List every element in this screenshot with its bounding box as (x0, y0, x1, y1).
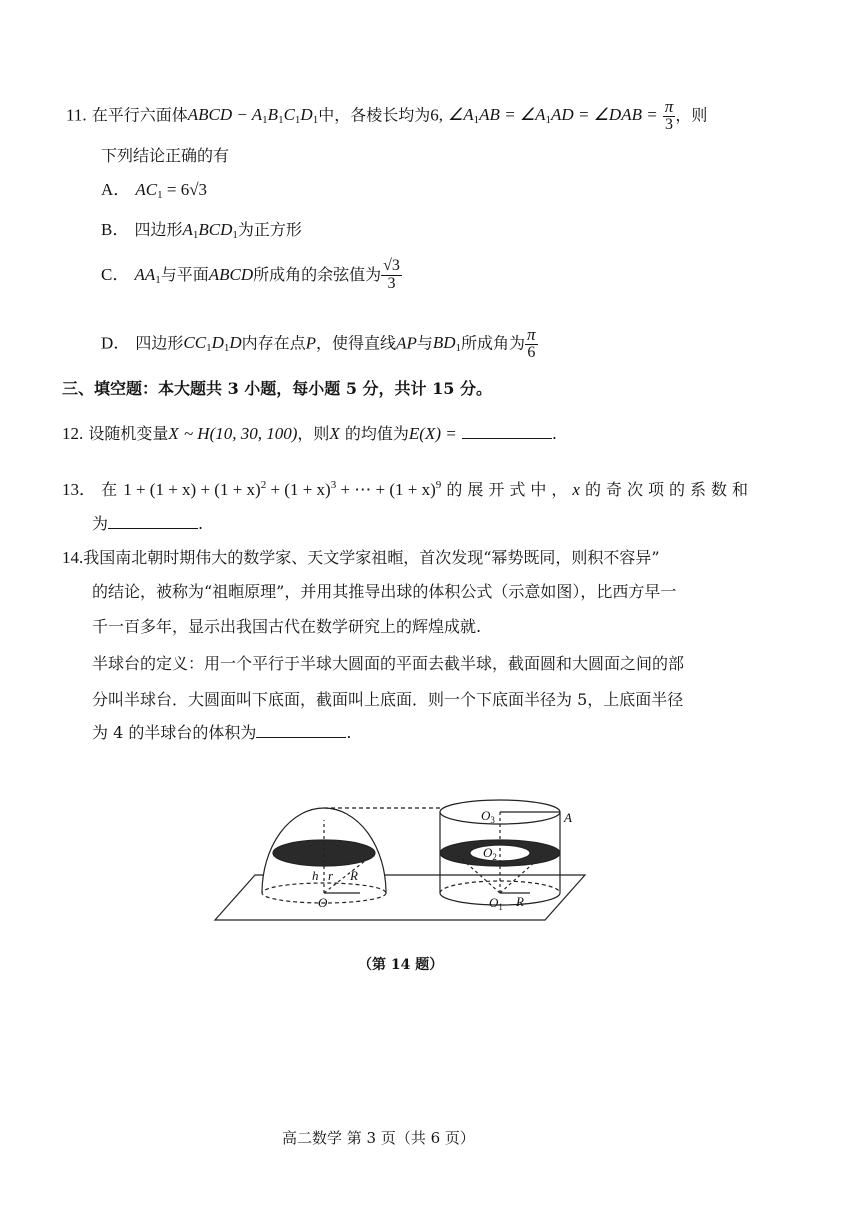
section-3-title: 三、填空题：本大题共 3 小题，每小题 5 分，共计 15 分。 (62, 379, 492, 398)
q13-answer-blank[interactable] (108, 514, 198, 529)
q11-intro: 在平行六面体 (91, 105, 188, 125)
q11-option-c: C． $AA_1$与平面ABCD所成角的余弦值为 $\frac{√3}{3}$ (101, 257, 400, 292)
q12-answer-blank[interactable] (462, 424, 552, 439)
q11-c-fraction: $\frac{√3}{3}$ (383, 257, 400, 292)
q11-option-b: B． 四边形$A_1BCD_1$为正方形 (101, 220, 302, 241)
label-r: r (328, 868, 334, 883)
q11-solid-name: ABCD − $A_1B_1C_1D_1$ (187, 105, 319, 127)
q13-line1: 13． 在 $1 + (1 + x) + (1 + x)^2 + (1 + x)^3$ + ⋯ + $(1 + x)^9$ 的展开式中，x 的奇次项的系数和 (62, 479, 754, 499)
q14-line4: 半球台的定义：用一个平行于半球大圆面的平面去截半球，截面圆和大圆面之间的部 (92, 654, 685, 673)
q14-line3: 千一百多年，显示出我国古代在数学研究上的辉煌成就. (92, 617, 482, 636)
label-O3: $O_3$ (481, 808, 495, 825)
figure-caption: （第 14 题） (358, 957, 444, 973)
q13-line2: 为 . (92, 514, 204, 533)
q14-line5: 分叫半球台．大圆面叫下底面，截面叫上底面．则一个下底面半径为 5，上底面半径 (92, 690, 684, 709)
q14-answer-blank[interactable] (256, 723, 346, 738)
q11-pi-over-3: $\frac{\pi}{3}$ (664, 97, 674, 133)
q11-line2: 下列结论正确的有 (101, 146, 230, 165)
q11-option-a: A． $AC_1 = 6√3$ (101, 180, 208, 201)
q11-mid: 中，各棱长均为 (318, 105, 431, 125)
q11-then: ，则 (675, 105, 708, 125)
q11-angles: $\angle A_1AB$ = $\angle A_1AD$ = ∠DAB = (448, 105, 658, 127)
hemisphere-cylinder-figure (200, 790, 600, 935)
q14-line2: 的结论，被称为“祖暅原理”，并用其推导出球的体积公式（示意如图），比西方早一 (92, 582, 677, 601)
label-O1: $O_1$ (489, 895, 503, 912)
label-O: O (318, 895, 328, 910)
label-A: A (564, 810, 572, 825)
label-O2: $O_2$ (483, 845, 497, 862)
label-R-right: R (516, 894, 524, 909)
label-h: h (312, 868, 319, 883)
q11-option-d: D． 四边形$CC_1D_1D$内存在点P，使得直线AP与$BD_1$所成角为 $\frac{\pi}{6}$ (101, 325, 536, 361)
q14-line6: 为 4 的半球台的体积为 . (92, 723, 352, 742)
page-footer: 高二数学 第 3 页（共 6 页） (282, 1129, 475, 1147)
q11-line1: 11. 在平行六面体ABCD − $A_1B_1C_1D_1$中，各棱长均为6, $\angle A_1AB$ = $\angle A_1AD$ = ∠DAB = $\frac{\pi}{3}$ ，则 (66, 97, 708, 133)
q12: 12. 设随机变量X ~ H(10, 30, 100)，则X 的均值为E(X) = . (62, 424, 557, 443)
q11-d-fraction: $\frac{\pi}{6}$ (527, 325, 536, 361)
q14-line1: 14.我国南北朝时期伟大的数学家、天文学家祖暅，首次发现“幂势既同，则积不容异” (62, 548, 660, 567)
cylinder-ring-inner (470, 845, 530, 861)
label-R-left: R (350, 868, 358, 883)
q11-number: 11. (66, 105, 87, 125)
